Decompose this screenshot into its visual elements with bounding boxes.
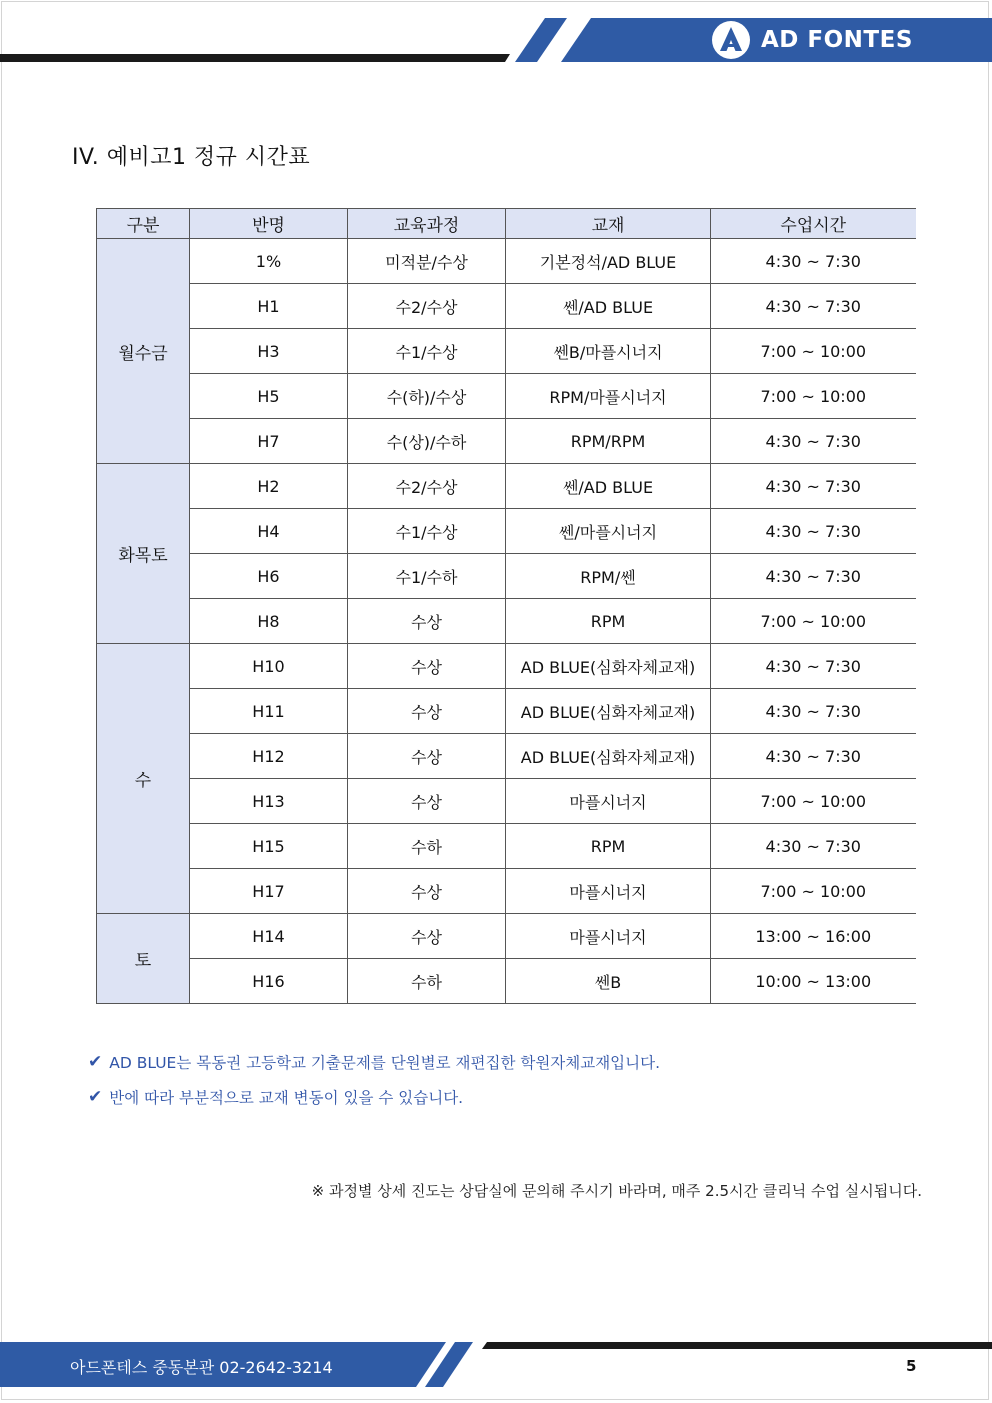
cell-textbook: 마플시너지 — [506, 869, 711, 914]
table-row — [97, 284, 916, 329]
cell-course: 수(상)/수하 — [348, 419, 506, 464]
header-textbook: 교재 — [506, 209, 711, 239]
header-course: 교육과정 — [348, 209, 506, 239]
footer-contact: 아드폰테스 중동본관 02-2642-3214 — [70, 1358, 333, 1377]
cell-textbook: 쎈/AD BLUE — [506, 464, 711, 509]
table-row — [97, 329, 916, 374]
cell-time: 10:00 ~ 13:00 — [711, 959, 916, 1004]
cell-class: H11 — [190, 689, 348, 734]
cell-course: 수상 — [348, 644, 506, 689]
cell-time: 4:30 ~ 7:30 — [711, 824, 916, 869]
schedule-table — [96, 208, 916, 1004]
cell-class: H12 — [190, 734, 348, 779]
cell-textbook: AD BLUE(심화자체교재) — [506, 644, 711, 689]
table-row — [97, 869, 916, 914]
cell-class: H14 — [190, 914, 348, 959]
cell-class: H6 — [190, 554, 348, 599]
cell-class: H10 — [190, 644, 348, 689]
cell-class: H5 — [190, 374, 348, 419]
page-number: 5 — [906, 1357, 917, 1375]
cell-class: H15 — [190, 824, 348, 869]
cell-course: 수상 — [348, 779, 506, 824]
cell-course: 수1/수상 — [348, 509, 506, 554]
header-blue-stripe — [515, 18, 567, 62]
table-row — [97, 509, 916, 554]
cell-time: 7:00 ~ 10:00 — [711, 599, 916, 644]
cell-course: 수상 — [348, 734, 506, 779]
table-row — [97, 554, 916, 599]
cell-textbook: 마플시너지 — [506, 914, 711, 959]
cell-class: H7 — [190, 419, 348, 464]
cell-textbook: 쎈B — [506, 959, 711, 1004]
table-row — [97, 779, 916, 824]
page-title: IV. 예비고1 정규 시간표 — [72, 145, 311, 170]
cell-class: H16 — [190, 959, 348, 1004]
table-row — [97, 644, 916, 689]
note-item — [88, 1050, 660, 1074]
cell-class: H4 — [190, 509, 348, 554]
brand-name: AD FONTES — [761, 27, 913, 53]
cell-course: 수2/수상 — [348, 284, 506, 329]
cell-class: H17 — [190, 869, 348, 914]
cell-course: 수1/수하 — [348, 554, 506, 599]
table-row — [97, 239, 916, 284]
cell-time: 7:00 ~ 10:00 — [711, 869, 916, 914]
table-row — [97, 374, 916, 419]
cell-course: 미적분/수상 — [348, 239, 506, 284]
cell-course: 수하 — [348, 959, 506, 1004]
cell-class: H3 — [190, 329, 348, 374]
cell-course: 수(하)/수상 — [348, 374, 506, 419]
cell-course: 수상 — [348, 599, 506, 644]
cell-textbook: 쎈B/마플시너지 — [506, 329, 711, 374]
cell-textbook: RPM/마플시너지 — [506, 374, 711, 419]
table-row — [97, 914, 916, 959]
cell-time: 7:00 ~ 10:00 — [711, 374, 916, 419]
footnote: ※ 과정별 상세 진도는 상담실에 문의해 주시기 바라며, 매주 2.5시간 클리닉 수업 실시됩니다. — [311, 1182, 922, 1200]
cell-time: 4:30 ~ 7:30 — [711, 509, 916, 554]
cell-textbook: RPM/RPM — [506, 419, 711, 464]
cell-textbook: RPM — [506, 824, 711, 869]
cell-group: 월수금 — [97, 239, 190, 464]
brand-logo — [711, 20, 913, 60]
cell-textbook: 쎈/마플시너지 — [506, 509, 711, 554]
cell-class: H1 — [190, 284, 348, 329]
cell-time: 4:30 ~ 7:30 — [711, 419, 916, 464]
cell-textbook: 기본정석/AD BLUE — [506, 239, 711, 284]
cell-class: H13 — [190, 779, 348, 824]
cell-group: 토 — [97, 914, 190, 1004]
cell-class: H2 — [190, 464, 348, 509]
check-icon: ✔ — [88, 1052, 103, 1072]
cell-textbook: AD BLUE(심화자체교재) — [506, 689, 711, 734]
cell-time: 4:30 ~ 7:30 — [711, 239, 916, 284]
check-icon: ✔ — [88, 1087, 103, 1107]
cell-time: 4:30 ~ 7:30 — [711, 734, 916, 779]
header-category: 구분 — [97, 209, 190, 239]
cell-textbook: AD BLUE(심화자체교재) — [506, 734, 711, 779]
table-row — [97, 419, 916, 464]
cell-time: 7:00 ~ 10:00 — [711, 779, 916, 824]
cell-course: 수하 — [348, 824, 506, 869]
header-time: 수업시간 — [711, 209, 916, 239]
cell-time: 4:30 ~ 7:30 — [711, 644, 916, 689]
table-row — [97, 599, 916, 644]
cell-course: 수상 — [348, 869, 506, 914]
cell-course: 수1/수상 — [348, 329, 506, 374]
footer-dark-bar — [482, 1342, 992, 1349]
note-item — [88, 1085, 660, 1109]
note-text: AD BLUE는 목동권 고등학교 기출문제를 단원별로 재편집한 학원자체교재입니다. — [109, 1054, 661, 1072]
cell-textbook: RPM/쎈 — [506, 554, 711, 599]
cell-time: 4:30 ~ 7:30 — [711, 689, 916, 734]
header-dark-bar — [0, 54, 510, 62]
cell-time: 4:30 ~ 7:30 — [711, 284, 916, 329]
cell-time: 7:00 ~ 10:00 — [711, 329, 916, 374]
table-header-row — [97, 209, 916, 239]
note-text: 반에 따라 부분적으로 교재 변동이 있을 수 있습니다. — [109, 1089, 464, 1107]
cell-class: H8 — [190, 599, 348, 644]
table-row — [97, 959, 916, 1004]
cell-course: 수2/수상 — [348, 464, 506, 509]
cell-group: 수 — [97, 644, 190, 914]
cell-group: 화목토 — [97, 464, 190, 644]
cell-textbook: RPM — [506, 599, 711, 644]
cell-class: 1% — [190, 239, 348, 284]
header-class: 반명 — [190, 209, 348, 239]
notes — [88, 1050, 660, 1120]
cell-course: 수상 — [348, 689, 506, 734]
table-row — [97, 464, 916, 509]
table-row — [97, 689, 916, 734]
table-row — [97, 734, 916, 779]
cell-time: 4:30 ~ 7:30 — [711, 554, 916, 599]
table-row — [97, 824, 916, 869]
cell-course: 수상 — [348, 914, 506, 959]
cell-time: 13:00 ~ 16:00 — [711, 914, 916, 959]
cell-textbook: 마플시너지 — [506, 779, 711, 824]
cell-textbook: 쎈/AD BLUE — [506, 284, 711, 329]
schedule-body — [97, 239, 916, 1004]
brand-logo-icon — [711, 20, 751, 60]
cell-time: 4:30 ~ 7:30 — [711, 464, 916, 509]
